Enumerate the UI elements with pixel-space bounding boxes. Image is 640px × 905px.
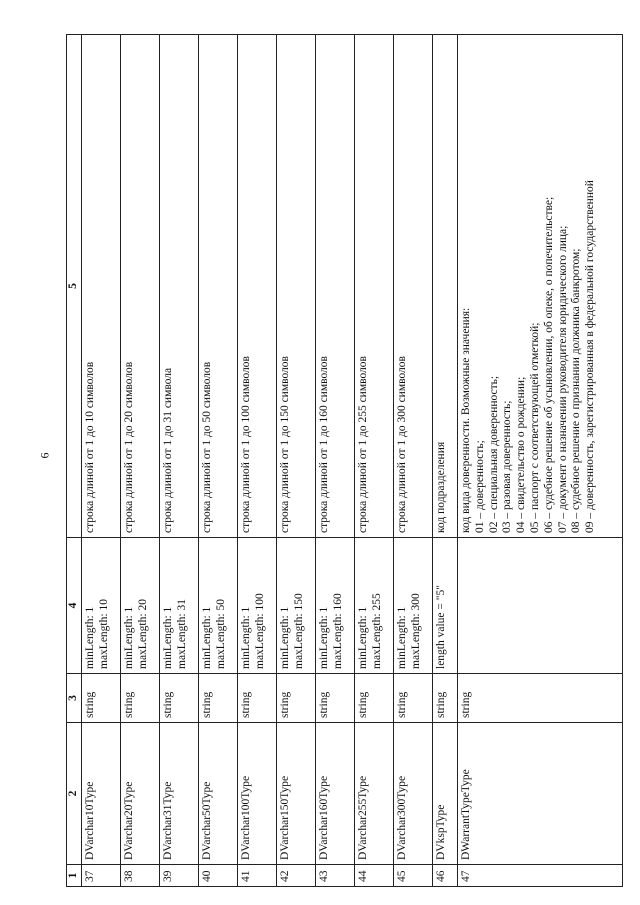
- row-number: 44: [355, 865, 394, 887]
- description-line: 04 – свидетельство о рождении;: [515, 376, 528, 533]
- table-body: [82, 35, 623, 887]
- row-number: 47: [458, 865, 623, 887]
- restriction-line: maxLength: 10: [97, 599, 110, 669]
- type-name: DVarchar31Type: [160, 723, 199, 865]
- base-type: string: [199, 674, 238, 723]
- rotated-table-wrapper: [66, 34, 623, 887]
- restrictions-cell: [277, 538, 316, 674]
- table-row: [458, 35, 623, 887]
- type-name: DVkspType: [433, 723, 458, 865]
- restriction-line: minLength: 1: [123, 606, 135, 669]
- description-line: строка длиной от 1 до 255 символов: [357, 356, 369, 533]
- restrictions-cell: [316, 538, 355, 674]
- description-line: код вида доверенности. Возможные значения:: [460, 307, 472, 533]
- description-line: 07 – документ о назначении руководителя юридического лица;: [556, 225, 569, 533]
- table-row: [277, 35, 316, 887]
- base-type: string: [82, 674, 121, 723]
- base-type: string: [433, 674, 458, 723]
- restriction-line: minLength: 1: [396, 606, 408, 669]
- restrictions-cell: [199, 538, 238, 674]
- description-line: 05 – паспорт с соответствующей отметкой;: [528, 322, 541, 533]
- description-line: строка длиной от 1 до 100 символов: [240, 356, 252, 533]
- description-line: строка длиной от 1 до 20 символов: [123, 361, 135, 533]
- type-name: DVarchar50Type: [199, 723, 238, 865]
- description-cell: [160, 35, 199, 538]
- row-number: 45: [394, 865, 433, 887]
- type-name: DVarchar300Type: [394, 723, 433, 865]
- description-cell: [277, 35, 316, 538]
- type-name: DVarchar10Type: [82, 723, 121, 865]
- description-cell: [394, 35, 433, 538]
- row-number: 41: [238, 865, 277, 887]
- description-line: строка длиной от 1 до 31 символа: [162, 367, 174, 533]
- restrictions-cell: [355, 538, 394, 674]
- description-cell: [433, 35, 458, 538]
- base-type: string: [394, 674, 433, 723]
- row-number: 37: [82, 865, 121, 887]
- description-line: код подразделения: [435, 441, 447, 533]
- base-type: string: [121, 674, 160, 723]
- restriction-line: maxLength: 255: [370, 593, 383, 669]
- description-line: 01 – доверенность;: [473, 440, 486, 533]
- data-types-table: [66, 34, 623, 887]
- type-name: DWarrantTypeType: [458, 723, 623, 865]
- restriction-line: minLength: 1: [357, 606, 369, 669]
- rotated-page: [66, 34, 623, 887]
- base-type: string: [238, 674, 277, 723]
- restriction-line: minLength: 1: [162, 606, 174, 669]
- restrictions-cell: [238, 538, 277, 674]
- table-row: [199, 35, 238, 887]
- table-row: [394, 35, 433, 887]
- page-number: 6: [37, 452, 52, 459]
- type-name: DVarchar20Type: [121, 723, 160, 865]
- description-line: 08 – судебное решение о признании должника банкротом;: [570, 248, 583, 533]
- table-row: [121, 35, 160, 887]
- base-type: string: [355, 674, 394, 723]
- restriction-line: maxLength: 31: [175, 599, 188, 669]
- restrictions-cell: [433, 538, 458, 674]
- description-cell: [199, 35, 238, 538]
- description-line: строка длиной от 1 до 150 символов: [279, 356, 291, 533]
- base-type: string: [277, 674, 316, 723]
- description-line: строка длиной от 1 до 160 символов: [318, 356, 330, 533]
- description-cell: [316, 35, 355, 538]
- description-cell: [238, 35, 277, 538]
- table-row: [82, 35, 121, 887]
- restriction-line: maxLength: 160: [331, 593, 344, 669]
- restriction-line: maxLength: 150: [292, 593, 305, 669]
- description-cell: [458, 35, 623, 538]
- restriction-line: minLength: 1: [84, 606, 96, 669]
- row-number: 46: [433, 865, 458, 887]
- description-line: 02 – специальная доверенность;: [487, 375, 500, 533]
- type-name: DVarchar100Type: [238, 723, 277, 865]
- restriction-line: minLength: 1: [318, 606, 330, 669]
- description-line: 03 – разовая доверенность;: [501, 400, 514, 533]
- restrictions-cell: [82, 538, 121, 674]
- table-row: [433, 35, 458, 887]
- restriction-line: length value = "5": [435, 585, 447, 669]
- restriction-line: minLength: 1: [279, 606, 291, 669]
- description-line: строка длиной от 1 до 300 символов: [396, 356, 408, 533]
- header-row: [67, 35, 82, 887]
- description-cell: [355, 35, 394, 538]
- header-col-1: 1: [67, 865, 82, 887]
- type-name: DVarchar255Type: [355, 723, 394, 865]
- row-number: 38: [121, 865, 160, 887]
- restriction-line: minLength: 1: [201, 606, 213, 669]
- restrictions-cell: [394, 538, 433, 674]
- base-type: string: [458, 674, 623, 723]
- restriction-line: maxLength: 50: [214, 599, 227, 669]
- table-row: [316, 35, 355, 887]
- restrictions-cell: [121, 538, 160, 674]
- description-line: строка длиной от 1 до 50 символов: [201, 361, 213, 533]
- restriction-line: maxLength: 300: [409, 593, 422, 669]
- description-line: 09 – доверенность, зарегистрированная в федеральной государственной: [584, 180, 597, 533]
- type-name: DVarchar150Type: [277, 723, 316, 865]
- base-type: string: [160, 674, 199, 723]
- header-col-2: 2: [67, 723, 82, 865]
- restriction-line: minLength: 1: [240, 606, 252, 669]
- restriction-line: maxLength: 20: [136, 599, 149, 669]
- description-cell: [82, 35, 121, 538]
- header-col-5: 5: [67, 35, 82, 538]
- header-col-4: 4: [67, 538, 82, 674]
- restrictions-cell: [160, 538, 199, 674]
- row-number: 43: [316, 865, 355, 887]
- header-col-3: 3: [67, 674, 82, 723]
- restrictions-cell: [458, 538, 623, 674]
- type-name: DVarchar160Type: [316, 723, 355, 865]
- table-row: [355, 35, 394, 887]
- row-number: 40: [199, 865, 238, 887]
- description-line: 06 – судебное решение об усыновлении, об опеке, о попечительстве;: [542, 196, 555, 533]
- base-type: string: [316, 674, 355, 723]
- row-number: 42: [277, 865, 316, 887]
- description-line: строка длиной от 1 до 10 символов: [84, 361, 96, 533]
- restriction-line: maxLength: 100: [253, 593, 266, 669]
- table-row: [238, 35, 277, 887]
- description-cell: [121, 35, 160, 538]
- row-number: 39: [160, 865, 199, 887]
- table-row: [160, 35, 199, 887]
